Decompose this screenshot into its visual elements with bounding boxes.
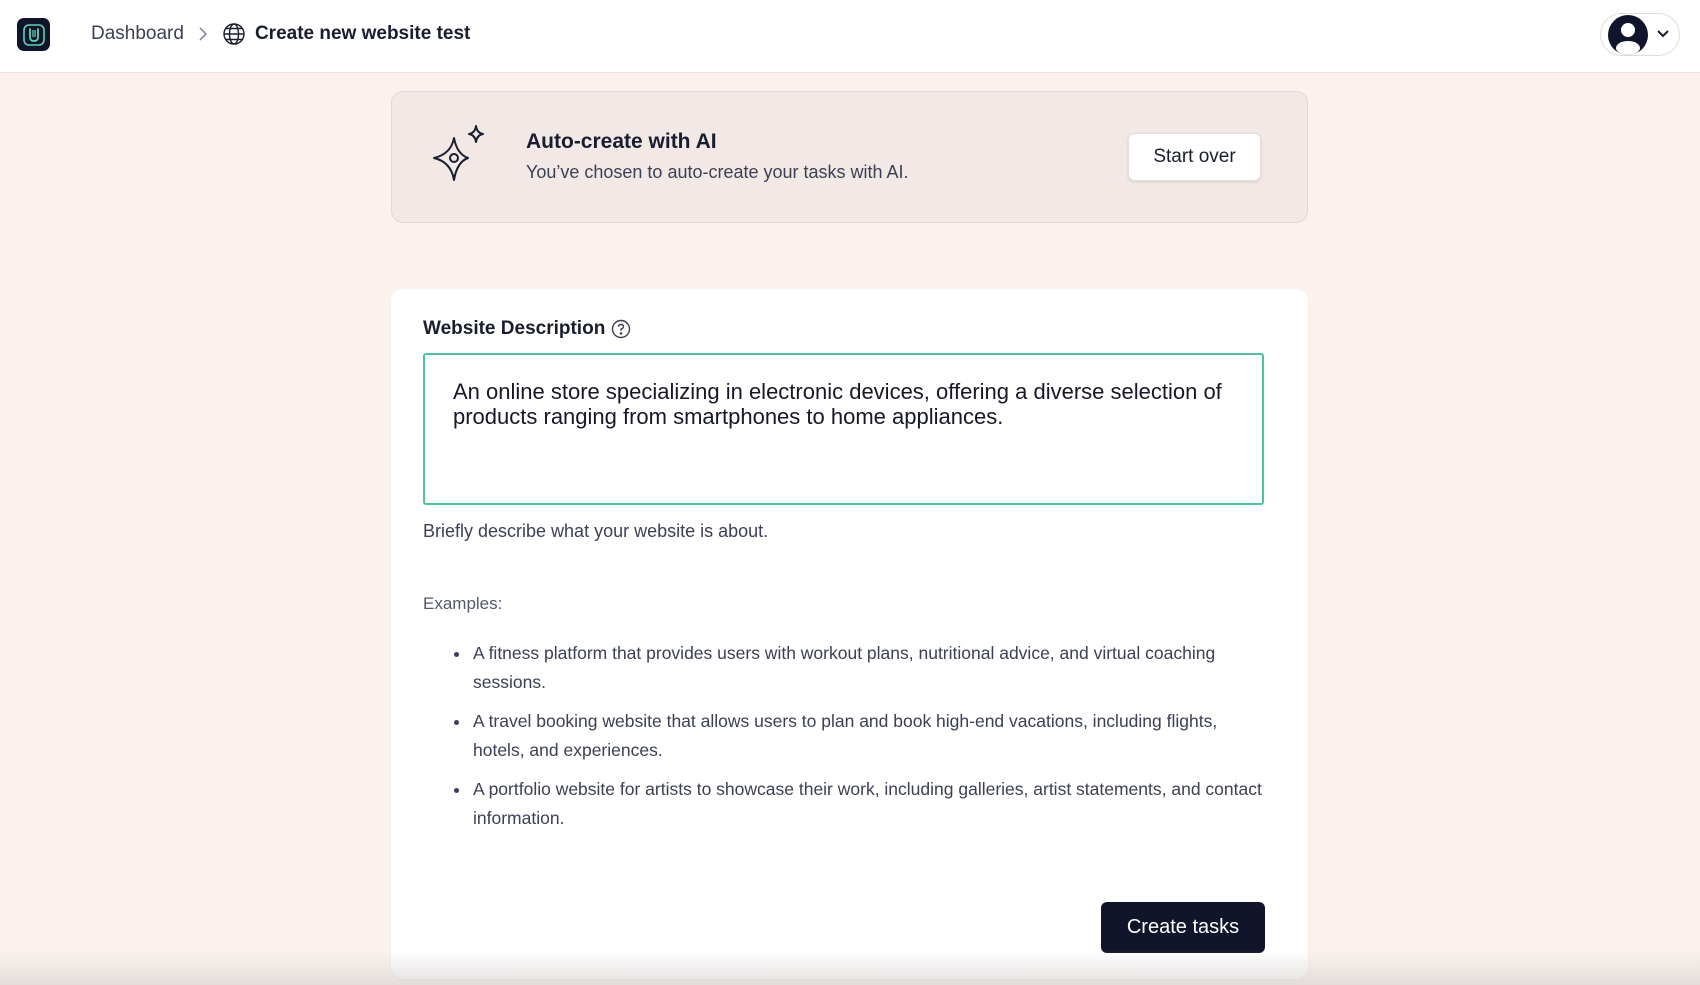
field-hint: Briefly describe what your website is about. [423, 521, 769, 541]
website-description-input[interactable] [423, 353, 1264, 505]
field-label [423, 318, 631, 340]
sparkle-icon [428, 124, 488, 191]
chevron-down-icon [1656, 26, 1670, 44]
breadcrumb-current-page: Create new website test [254, 23, 471, 44]
globe-icon [222, 22, 246, 46]
example-item: • A fitness platform that provides users with workout plans, nutritional advice, and virtual coaching sessions. [471, 639, 1271, 696]
breadcrumb [91, 19, 470, 49]
start-over-button[interactable]: Start over [1128, 133, 1261, 181]
chevron-right-icon [198, 27, 208, 41]
create-tasks-button[interactable]: Create tasks [1101, 902, 1265, 953]
user-icon [1608, 15, 1648, 55]
examples-list [471, 639, 1271, 843]
breadcrumb-dashboard-link[interactable]: Dashboard [91, 23, 184, 44]
website-description-form [391, 289, 1308, 979]
account-menu-button[interactable] [1600, 13, 1680, 56]
example-item: • A portfolio website for artists to showcase their work, including galleries, artist statements, and contact information. [471, 775, 1271, 832]
app-logo[interactable] [17, 18, 50, 51]
website-description-label: Website Description [423, 318, 606, 339]
ai-banner-subtitle: You’ve chosen to auto-create your tasks with AI. [526, 162, 909, 182]
examples-title: Examples: [423, 594, 503, 613]
avatar [1608, 15, 1648, 55]
top-bar [0, 0, 1700, 73]
example-item: • A travel booking website that allows users to plan and book high-end vacations, including flights, hotels, and experiences. [471, 707, 1271, 764]
ai-auto-create-banner [391, 91, 1308, 223]
help-icon[interactable] [611, 319, 631, 339]
logo-icon [22, 23, 46, 47]
ai-banner-title: Auto-create with AI [526, 130, 717, 153]
